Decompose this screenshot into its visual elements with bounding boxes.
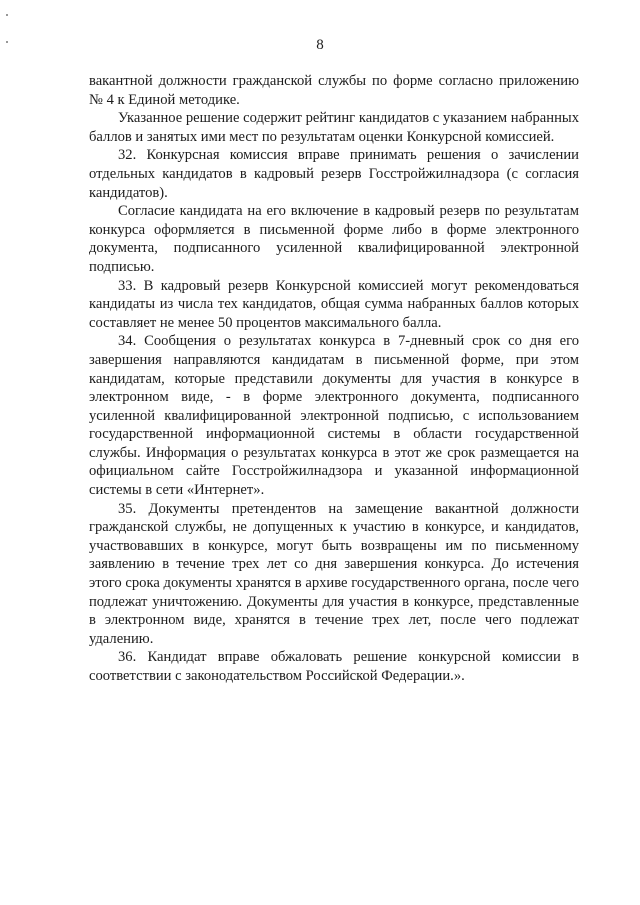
paragraph-item-34: 34. Сообщения о результатах конкурса в 7-дневный срок со дня его завершения направляются кандидатам в письменной форме, при этом кандидатам, которые представили документы для участия в конкурсе в электронном виде, - в форме электронного документа, подписанного усиленной квалифицированной электронной подписью, с использованием государственной информационной системы в области государственной службы. Информация о результатах конкурса в этот же срок размещается на официальном сайте Госстройжилнадзора и указанной информационной системы в сети «Интернет». — [89, 333, 579, 499]
scan-speck — [6, 14, 8, 16]
paragraph-rating: Указанное решение содержит рейтинг кандидатов с указанием набранных баллов и занятых ими мест по результатам оценки Конкурсной комиссией. — [89, 110, 579, 145]
paragraph-item-33: 33. В кадровый резерв Конкурсной комиссией могут рекомендоваться кандидаты из числа тех кандидатов, общая сумма набранных баллов которых составляет не менее 50 процентов максимального балла. — [89, 277, 579, 331]
paragraph-item-35: 35. Документы претендентов на замещение вакантной должности гражданской службы, не допущенных к участию в конкурсе, и кандидатов, участвовавших в конкурсе, могут быть возвращены им по письменному заявлению в течение трех лет со дня завершения конкурса. До истечения этого срока документы хранятся в архиве государственного органа, после чего подлежат уничтожению. Документы для участия в конкурсе, представленные в электронном виде, хранятся в течение трех лет, после чего подлежат удалению. — [89, 500, 579, 647]
page-number: 8 — [316, 37, 324, 53]
paragraph-consent: Согласие кандидата на его включение в кадровый резерв по результатам конкурса оформляется в письменной форме либо в форме электронного документа, подписанного усиленной квалифицированной электронной подписью. — [89, 203, 579, 275]
paragraph-continuation: вакантной должности гражданской службы по форме согласно приложению № 4 к Единой методике. — [89, 73, 579, 108]
paragraph-item-32: 32. Конкурсная комиссия вправе принимать решения о зачислении отдельных кандидатов в кадровый резерв Госстройжилнадзора (с согласия кандидатов). — [89, 147, 579, 201]
document-body — [89, 72, 579, 686]
paragraph-item-36: 36. Кандидат вправе обжаловать решение конкурсной комиссии в соответствии с законодательством Российской Федерации.». — [89, 649, 579, 684]
